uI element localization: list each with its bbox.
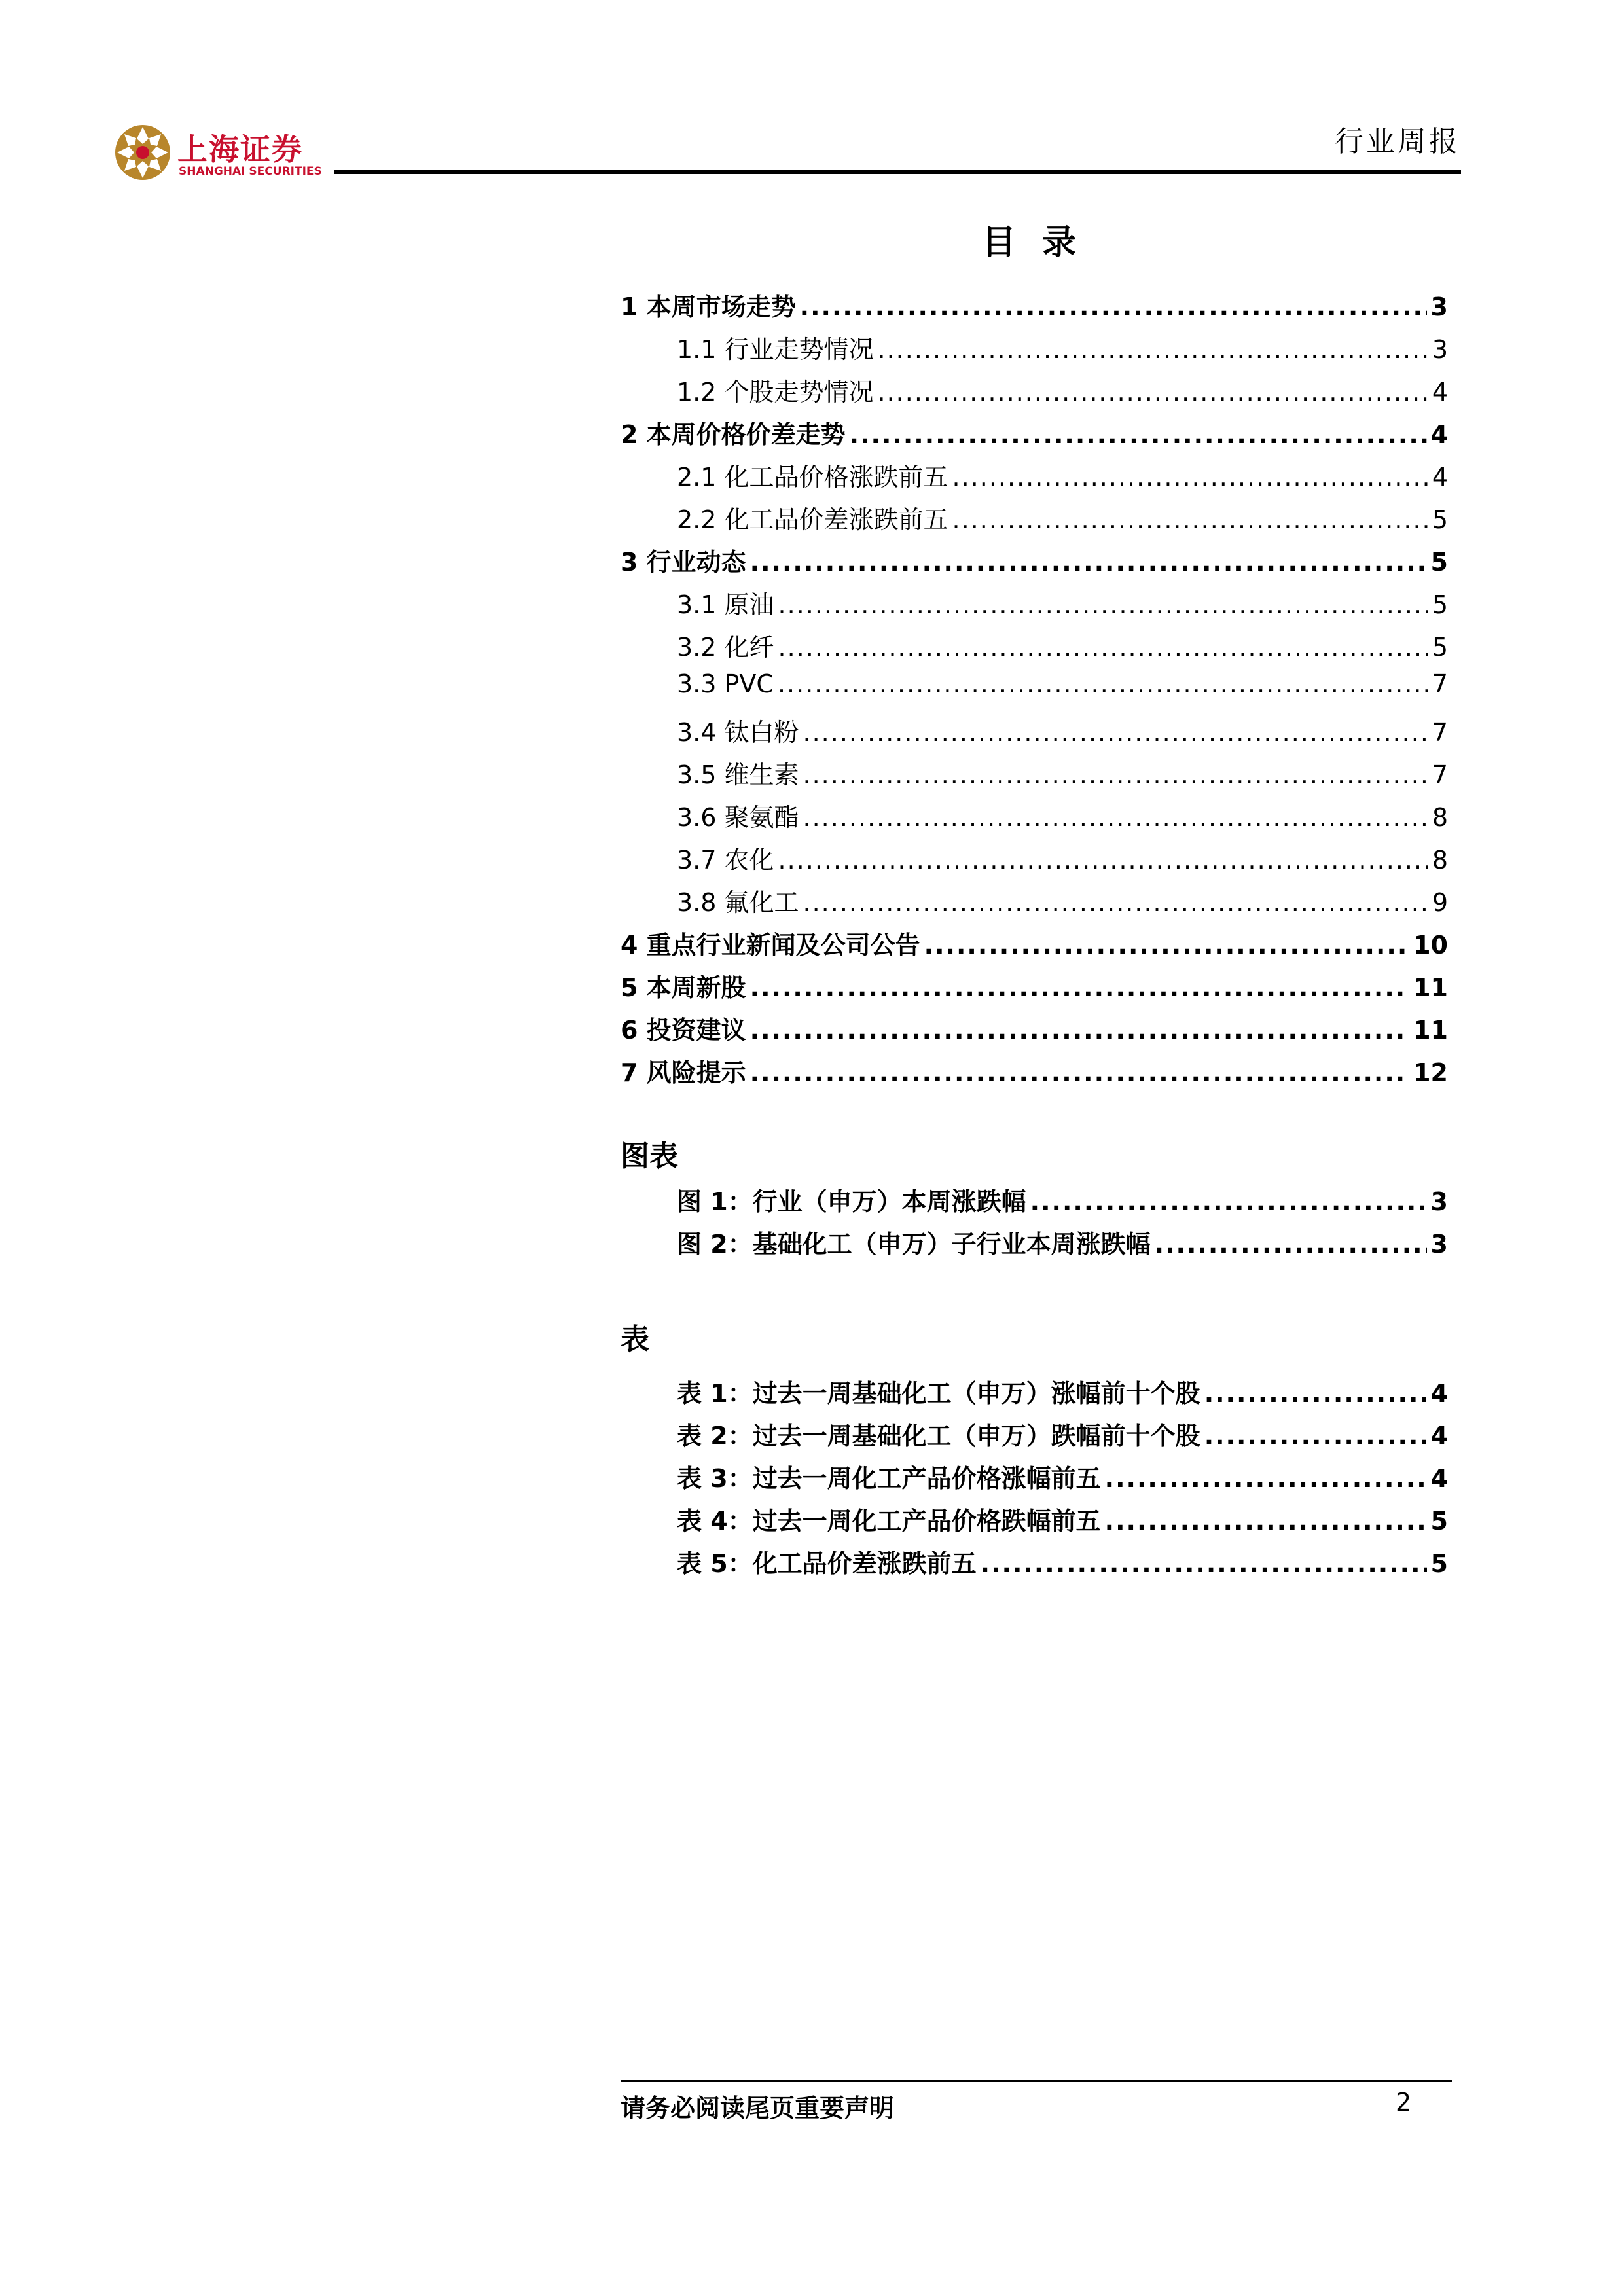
toc-entry[interactable] [677,670,1448,702]
figure-entry[interactable] [677,1224,1448,1257]
toc-entry-title: 6 投资建议 [621,1016,746,1045]
toc-entry-page: 11 [1413,973,1448,1002]
toc-entry-page: 11 [1413,1016,1448,1045]
toc-leader [1030,1187,1427,1216]
toc-entry[interactable] [677,627,1448,660]
toc-entry[interactable] [677,797,1448,830]
toc-leader [850,420,1427,449]
toc-leader [1204,1422,1427,1450]
table-entry-page: 4 [1430,1379,1448,1408]
toc-entry[interactable] [621,925,1448,958]
toc-entry-title: 7 风险提示 [621,1058,746,1087]
toc-leader [750,548,1427,577]
company-logo [115,124,324,183]
toc-entry-page: 9 [1432,888,1448,917]
toc-entry-page: 12 [1413,1058,1448,1087]
toc-leader [750,973,1409,1002]
toc-leader [803,888,1428,917]
table-entry-title: 表 3：过去一周化工产品价格涨幅前五 [677,1464,1101,1493]
toc-entry-page: 3 [1432,335,1448,364]
toc-entry-title: 3.4 钛白粉 [677,718,799,747]
table-entry-page: 4 [1430,1464,1448,1493]
toc-entry-title: 1.2 个股走势情况 [677,378,874,406]
toc-entry-title: 3.5 维生素 [677,761,799,789]
table-entry[interactable] [677,1458,1448,1491]
report-type-label: 行业周报 [1335,125,1460,158]
toc-entry[interactable] [677,329,1448,362]
figure-entry[interactable] [677,1181,1448,1214]
toc-leader [800,293,1427,321]
toc-leader [778,670,1428,698]
toc-leader [924,931,1409,960]
table-entry-title: 表 1：过去一周基础化工（申万）涨幅前十个股 [677,1379,1200,1408]
toc-entry-page: 5 [1432,590,1448,619]
toc-entry-title: 2.1 化工品价格涨跌前五 [677,463,948,492]
toc-entry[interactable] [677,755,1448,787]
tables-heading: 表 [621,1323,649,1356]
toc-entry-page: 5 [1432,505,1448,534]
toc-entry-page: 7 [1432,761,1448,789]
toc-entry-title: 3.8 氟化工 [677,888,799,917]
table-entry-page: 5 [1430,1507,1448,1535]
figure-entry-page: 3 [1430,1230,1448,1259]
table-entry[interactable] [677,1543,1448,1576]
toc-entry-page: 4 [1432,378,1448,406]
toc-leader [778,590,1428,619]
toc-entry-title: 4 重点行业新闻及公司公告 [621,931,920,960]
toc-entry-page: 8 [1432,803,1448,832]
table-entry[interactable] [677,1373,1448,1406]
table-entry-title: 表 4：过去一周化工产品价格跌幅前五 [677,1507,1101,1535]
toc-entry-title: 3.2 化纤 [677,633,774,662]
toc-title: 目录 [982,223,1103,262]
footer-disclaimer: 请务必阅读尾页重要声明 [621,2094,895,2123]
figure-entry-title: 图 2：基础化工（申万）子行业本周涨跌幅 [677,1230,1151,1259]
toc-leader [1105,1464,1427,1493]
toc-entry-title: 1.1 行业走势情况 [677,335,874,364]
toc-entry-title: 3.7 农化 [677,846,774,874]
toc-entry[interactable] [621,414,1448,447]
toc-leader [750,1016,1409,1045]
toc-entry-title: 3 行业动态 [621,548,746,577]
figures-heading: 图表 [621,1139,678,1173]
page-number: 2 [1396,2088,1412,2117]
toc-entry-title: 5 本周新股 [621,973,746,1002]
toc-leader [778,846,1428,874]
toc-entry-page: 5 [1430,548,1448,577]
toc-entry-title: 3.3 PVC [677,670,774,698]
toc-entry[interactable] [677,882,1448,915]
table-entry[interactable] [677,1416,1448,1448]
toc-leader [981,1549,1427,1578]
toc-entry[interactable] [677,372,1448,404]
toc-entry-title: 3.6 聚氨酯 [677,803,799,832]
toc-leader [803,803,1428,832]
toc-leader [803,761,1428,789]
toc-leader [803,718,1428,747]
toc-entry-page: 7 [1432,718,1448,747]
toc-entry[interactable] [677,457,1448,490]
figure-entry-title: 图 1：行业（申万）本周涨跌幅 [677,1187,1026,1216]
toc-entry[interactable] [677,584,1448,617]
toc-entry[interactable] [677,499,1448,532]
figure-entry-page: 3 [1430,1187,1448,1216]
toc-leader [952,463,1428,492]
toc-leader [878,378,1428,406]
toc-entry[interactable] [621,1010,1448,1043]
toc-leader [750,1058,1409,1087]
logo-english-name: SHANGHAI SECURITIES [179,165,322,178]
toc-entry-title: 2 本周价格价差走势 [621,420,846,449]
footer-divider [621,2080,1452,2082]
toc-entry[interactable] [621,1052,1448,1085]
toc-entry[interactable] [677,712,1448,745]
toc-leader [952,505,1428,534]
toc-entry[interactable] [621,542,1448,575]
table-entry-page: 5 [1430,1549,1448,1578]
table-entry-page: 4 [1430,1422,1448,1450]
toc-entry-page: 8 [1432,846,1448,874]
toc-entry-page: 5 [1432,633,1448,662]
header-divider [334,170,1461,174]
toc-entry[interactable] [677,840,1448,872]
securities-emblem-icon [115,124,171,181]
table-entry-title: 表 5：化工品价差涨跌前五 [677,1549,977,1578]
toc-entry-page: 3 [1430,293,1448,321]
toc-leader [1105,1507,1427,1535]
table-entry[interactable] [677,1501,1448,1534]
toc-leader [1204,1379,1427,1408]
toc-entry-title: 3.1 原油 [677,590,774,619]
toc-entry-page: 4 [1432,463,1448,492]
toc-entry-page: 10 [1413,931,1448,960]
toc-leader [778,633,1428,662]
toc-entry-page: 7 [1432,670,1448,698]
toc-leader [878,335,1428,364]
toc-entry-page: 4 [1430,420,1448,449]
logo-chinese-name: 上海证券 [177,132,303,167]
toc-entry-title: 2.2 化工品价差涨跌前五 [677,505,948,534]
toc-entry[interactable] [621,967,1448,1000]
table-entry-title: 表 2：过去一周基础化工（申万）跌幅前十个股 [677,1422,1200,1450]
toc-leader [1155,1230,1427,1259]
toc-entry-title: 1 本周市场走势 [621,293,796,321]
toc-entry[interactable] [621,287,1448,319]
